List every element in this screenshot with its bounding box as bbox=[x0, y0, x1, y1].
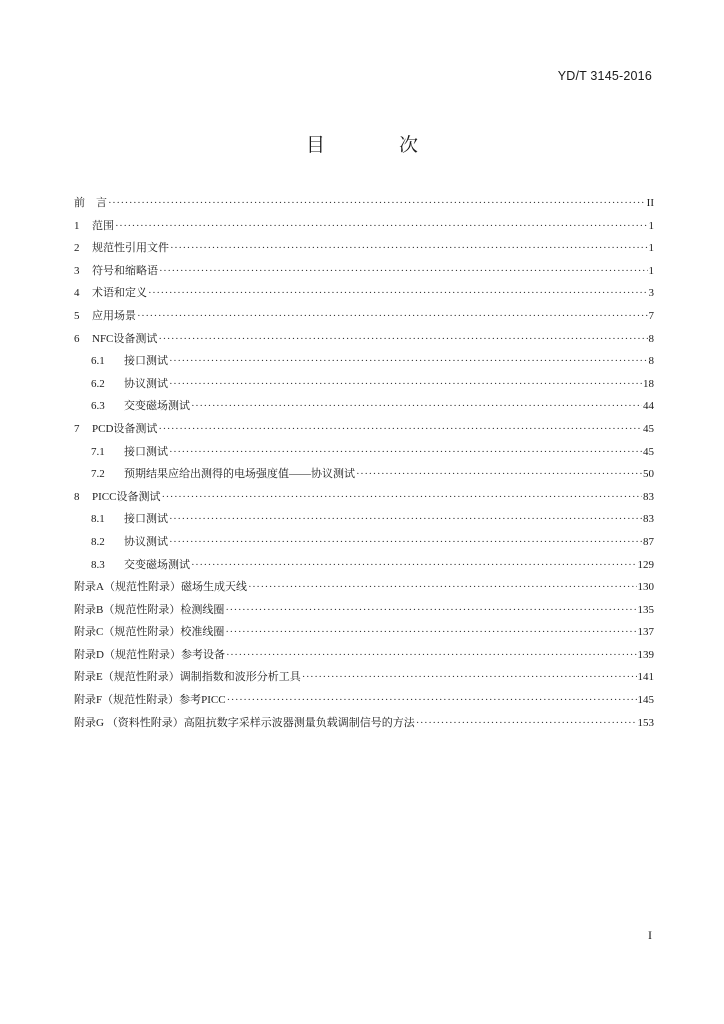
toc-dot-leader bbox=[169, 373, 642, 396]
toc-dot-leader bbox=[226, 644, 637, 667]
toc-entry-page: 83 bbox=[643, 513, 654, 526]
toc-dot-leader bbox=[148, 282, 648, 305]
toc-entry[interactable] bbox=[74, 666, 654, 689]
toc-entry[interactable] bbox=[74, 554, 654, 577]
document-code: YD/T 3145-2016 bbox=[557, 69, 652, 83]
toc-entry-page: 18 bbox=[643, 377, 654, 390]
toc-entry[interactable] bbox=[74, 712, 654, 735]
toc-entry[interactable] bbox=[74, 508, 654, 531]
toc-entry-number: 5 bbox=[74, 309, 80, 322]
toc-dot-leader bbox=[227, 689, 637, 712]
toc-entry-label: 协议测试 bbox=[124, 535, 168, 548]
toc-entry-label: 范围 bbox=[92, 219, 114, 232]
toc-dot-leader bbox=[158, 328, 647, 351]
toc-dot-leader bbox=[248, 576, 637, 599]
toc-dot-leader bbox=[169, 441, 642, 464]
toc-entry-label: 附录E（规范性附录）调制指数和波形分析工具 bbox=[74, 671, 301, 684]
toc-entry-page: 1 bbox=[648, 219, 654, 232]
toc-entry-number: 7 bbox=[74, 422, 80, 435]
toc-entry[interactable] bbox=[74, 373, 654, 396]
toc-entry[interactable] bbox=[74, 395, 654, 418]
toc-dot-leader bbox=[137, 305, 648, 328]
page-number: I bbox=[648, 928, 652, 942]
toc-entry-label: 前 言 bbox=[74, 197, 107, 209]
toc-entry-number: 6.1 bbox=[91, 355, 105, 368]
toc-dot-leader bbox=[225, 599, 636, 622]
toc-entry-label: 附录G （资料性附录）高阻抗数字采样示波器测量负载调制信号的方法 bbox=[74, 716, 415, 729]
toc-dot-leader bbox=[169, 350, 648, 373]
toc-entry-page: 7 bbox=[648, 309, 654, 322]
toc-entry[interactable] bbox=[74, 486, 654, 509]
toc-entry-page: 145 bbox=[637, 694, 654, 707]
toc-entry-page: 8 bbox=[648, 355, 654, 368]
toc-entry[interactable] bbox=[74, 305, 654, 328]
toc-entry[interactable] bbox=[74, 599, 654, 622]
toc-entry-page: 135 bbox=[637, 603, 654, 616]
toc-entry-label: 术语和定义 bbox=[92, 287, 147, 300]
toc-entry-page: II bbox=[646, 197, 654, 209]
toc-entry-label: 接口测试 bbox=[124, 445, 168, 458]
toc-entry-label: PICC设备测试 bbox=[92, 490, 161, 503]
toc-entry-page: 50 bbox=[643, 468, 654, 481]
toc-dot-leader bbox=[158, 418, 642, 441]
toc-entry[interactable] bbox=[74, 463, 654, 486]
toc-entry-number: 7.2 bbox=[91, 468, 105, 481]
toc-entry-label: NFC设备测试 bbox=[92, 332, 158, 345]
toc-entry-number: 3 bbox=[74, 264, 80, 277]
toc-entry-number: 2 bbox=[74, 242, 80, 255]
toc-entry-number: 8.1 bbox=[91, 513, 105, 526]
toc-entry-label: PCD设备测试 bbox=[92, 422, 158, 435]
toc-entry-page: 141 bbox=[637, 671, 654, 684]
toc-entry[interactable] bbox=[74, 576, 654, 599]
toc-dot-leader bbox=[356, 463, 642, 486]
toc-dot-leader bbox=[302, 666, 637, 689]
toc-entry-page: 83 bbox=[643, 490, 654, 503]
toc-dot-leader bbox=[225, 621, 636, 644]
toc-entry-label: 附录A（规范性附录）磁场生成天线 bbox=[74, 581, 247, 594]
toc-entry[interactable] bbox=[74, 328, 654, 351]
toc-entry-label: 协议测试 bbox=[124, 377, 168, 390]
toc-entry[interactable] bbox=[74, 215, 654, 238]
toc-entry-label: 交变磁场测试 bbox=[124, 400, 190, 413]
toc-dot-leader bbox=[416, 712, 637, 735]
toc-entry-page: 8 bbox=[648, 332, 654, 345]
toc-entry-page: 44 bbox=[643, 400, 654, 413]
toc-entry-page: 1 bbox=[648, 242, 654, 255]
toc-dot-leader bbox=[169, 531, 642, 554]
toc-entry[interactable] bbox=[74, 282, 654, 305]
toc-dot-leader bbox=[191, 395, 642, 418]
toc-entry-page: 137 bbox=[637, 626, 654, 639]
toc-entry-number: 8 bbox=[74, 490, 80, 503]
toc-entry-label: 交变磁场测试 bbox=[124, 558, 190, 571]
toc-entry[interactable] bbox=[74, 350, 654, 373]
toc-title: 目 次 bbox=[305, 134, 453, 156]
toc-entry-number: 6.2 bbox=[91, 377, 105, 390]
toc-entry-label: 附录B（规范性附录）检测线圈 bbox=[74, 603, 225, 616]
toc-entry-number: 6.3 bbox=[91, 400, 105, 413]
toc-entry-label: 附录C（规范性附录）校准线圈 bbox=[74, 626, 225, 639]
toc-entry-label: 附录F（规范性附录）参考PICC bbox=[74, 694, 226, 707]
table-of-contents bbox=[74, 192, 654, 734]
toc-entry[interactable] bbox=[74, 621, 654, 644]
toc-entry[interactable] bbox=[74, 689, 654, 712]
toc-entry-number: 4 bbox=[74, 287, 80, 300]
toc-entry-page: 1 bbox=[648, 264, 654, 277]
toc-dot-leader bbox=[161, 486, 642, 509]
toc-dot-leader bbox=[169, 508, 642, 531]
toc-entry-label: 附录D（规范性附录）参考设备 bbox=[74, 648, 225, 661]
toc-entry-page: 45 bbox=[643, 445, 654, 458]
toc-entry-page: 153 bbox=[637, 716, 654, 729]
toc-dot-leader bbox=[108, 192, 646, 215]
toc-entry[interactable] bbox=[74, 192, 654, 215]
toc-dot-leader bbox=[159, 260, 648, 283]
toc-entry-page: 3 bbox=[648, 287, 654, 300]
toc-dot-leader bbox=[170, 237, 648, 260]
toc-entry[interactable] bbox=[74, 531, 654, 554]
toc-entry-label: 接口测试 bbox=[124, 513, 168, 526]
toc-entry[interactable] bbox=[74, 644, 654, 667]
toc-dot-leader bbox=[191, 554, 637, 577]
toc-dot-leader bbox=[115, 215, 648, 238]
toc-entry-number: 1 bbox=[74, 219, 80, 232]
toc-entry[interactable] bbox=[74, 418, 654, 441]
toc-entry-page: 87 bbox=[643, 535, 654, 548]
toc-entry-label: 预期结果应给出测得的电场强度值——协议测试 bbox=[124, 468, 355, 481]
toc-entry[interactable] bbox=[74, 237, 654, 260]
toc-entry-number: 8.2 bbox=[91, 535, 105, 548]
toc-entry[interactable] bbox=[74, 260, 654, 283]
toc-entry-page: 130 bbox=[637, 581, 654, 594]
toc-entry[interactable] bbox=[74, 441, 654, 464]
toc-entry-number: 7.1 bbox=[91, 445, 105, 458]
toc-entry-number: 6 bbox=[74, 332, 80, 345]
toc-entry-page: 139 bbox=[637, 648, 654, 661]
toc-entry-label: 规范性引用文件 bbox=[92, 242, 169, 255]
toc-entry-label: 符号和缩略语 bbox=[92, 264, 158, 277]
toc-entry-number: 8.3 bbox=[91, 558, 105, 571]
toc-entry-page: 129 bbox=[637, 558, 654, 571]
toc-entry-label: 应用场景 bbox=[92, 309, 136, 322]
toc-entry-page: 45 bbox=[643, 422, 654, 435]
toc-entry-label: 接口测试 bbox=[124, 355, 168, 368]
